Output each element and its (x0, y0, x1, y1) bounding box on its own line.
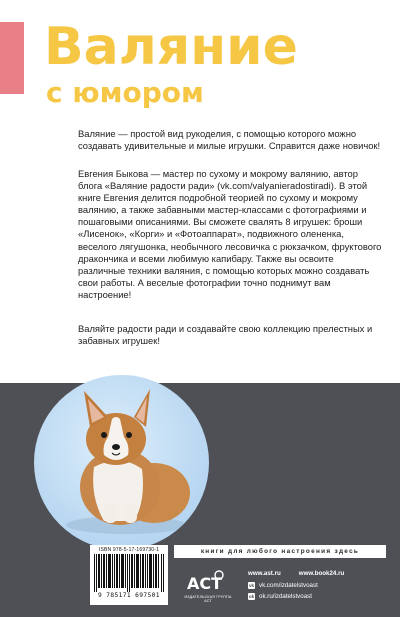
publisher-logo (183, 568, 233, 608)
ok-icon: ok (248, 594, 255, 599)
description-closing: Валяйте радости ради и создавайте свою коллекцию прелестных и забавных игрушек! (78, 323, 373, 347)
barcode-panel (90, 545, 168, 605)
website-link-ast[interactable]: www.ast.ru (248, 570, 281, 577)
book-subtitle: с юмором (46, 76, 204, 109)
website-row (248, 569, 398, 579)
barcode-icon (93, 554, 165, 592)
website-link-book24[interactable]: www.book24.ru (298, 570, 345, 577)
social-row-ok[interactable] (248, 592, 398, 601)
vk-link[interactable]: vk.com/izdatelstvoast (259, 582, 318, 589)
book-title: Валяние (44, 17, 298, 77)
corgi-toy-photo (34, 375, 209, 550)
publisher-caption: ИЗДАТЕЛЬСКАЯ ГРУППА АСТ (184, 595, 232, 603)
vk-icon: vk (248, 583, 255, 588)
logo-text: АСТ (187, 574, 223, 592)
ok-link[interactable]: ok.ru/izdatelstvoast (259, 593, 312, 600)
social-row-vk[interactable] (248, 581, 398, 590)
corgi-illustration (34, 375, 209, 550)
description-author: Евгения Быкова — мастер по сухому и мокрому валянию, автор блога «Валяние радости ради» (vk.com/valyanieradostiradi). В этой книге Евгения делится подробной теорией по сухому и мокрому валянию, а также забавными мастер-классами с фотографиями и пошаговыми описаниями. Вы сможете свалять 8 игрушек: броши «Лисенок», «Корги» и «Фотоаппарат», подвижного олененка, веселого лягушонка, необычного лесовичка с рюкзачком, фруктового дракончика и всеми любимую капибару. Также вы освоите различные техники валяния, с помощью которых можно создавать свои работы. А веселые фотографии точно поднимут вам настроение! (78, 168, 382, 300)
publisher-links (248, 569, 398, 601)
isbn-label: ISBN 978-5-17-169730-1 (98, 547, 160, 553)
barcode-digits: 9 785171 697501 (98, 592, 160, 599)
accent-bar (0, 22, 24, 94)
ast-logo-icon (185, 568, 227, 592)
tagline: книги для любого настроения здесь (174, 545, 386, 558)
description-intro: Валяние — простой вид рукоделия, с помощью которого можно создавать удивительные и милые игрушки. Справится даже новичок! (78, 128, 381, 152)
